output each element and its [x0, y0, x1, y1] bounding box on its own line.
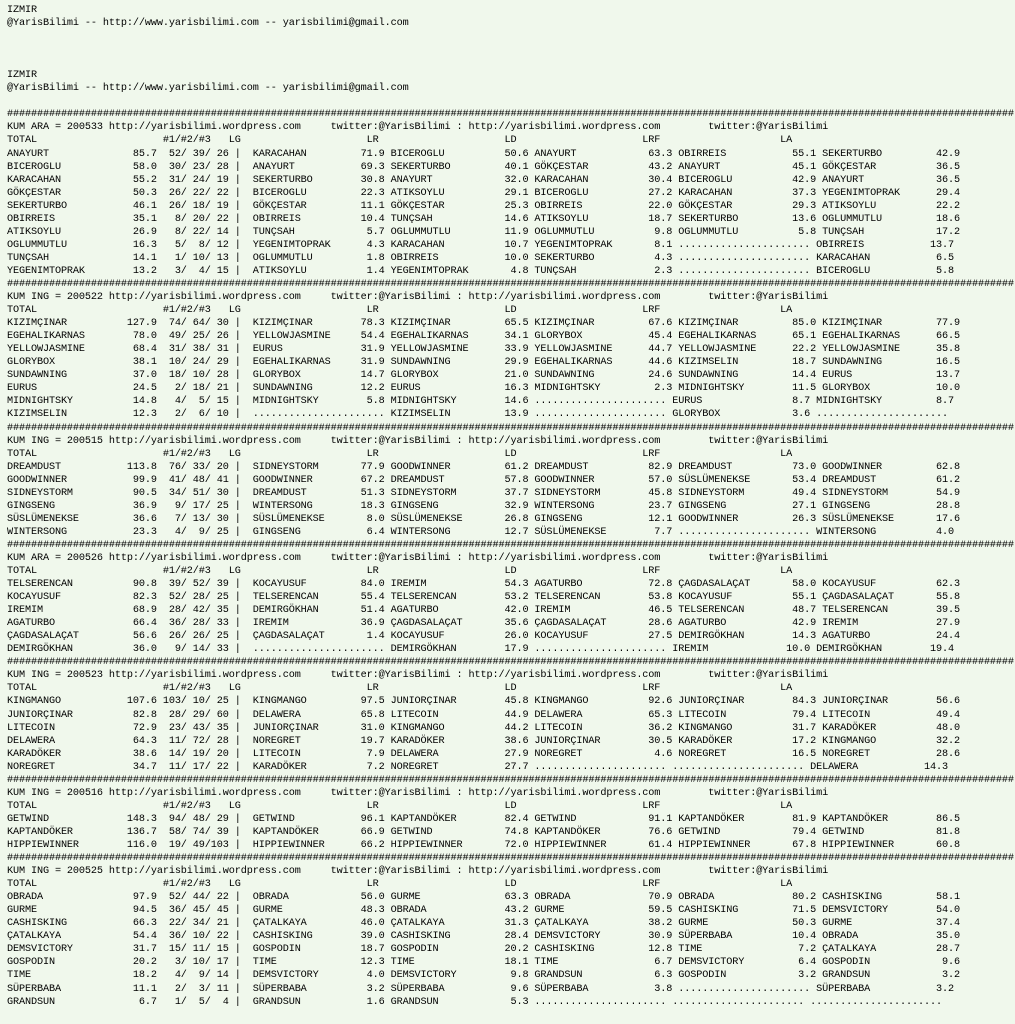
table-row: TUNÇSAH 14.1 1/ 10/ 13 | OGLUMMUTLU 1.8 OBIRREIS 10.0 SEKERTURBO 4.3 ...................... KARACAHAN 6.5 [7, 252, 954, 264]
table-row: GURME 94.5 36/ 45/ 45 | GURME 48.3 OBRADA 43.2 GURME 59.5 CASHISKING 71.5 DEMSVICTORY 54.0 [7, 905, 960, 917]
table-row: KIZIMSELIN 12.3 2/ 6/ 10 | ...................... KIZIMSELIN 13.9 ...................... GLORYBOX 3.6 ...................... [7, 409, 948, 421]
table-row: GINGSENG 36.9 9/ 17/ 25 | WINTERSONG 18.3 GINGSENG 32.9 WINTERSONG 23.7 GINGSENG 27.1 GINGSENG 28.8 [7, 500, 960, 512]
table-row: MIDNIGHTSKY 14.8 4/ 5/ 15 | MIDNIGHTSKY 5.8 MIDNIGHTSKY 14.6 ...................... EURUS 8.7 MIDNIGHTSKY 8.7 [7, 396, 954, 408]
table-row: ÇAGDASALAÇAT 56.6 26/ 26/ 25 | ÇAGDASALAÇAT 1.4 KOCAYUSUF 26.0 KOCAYUSUF 27.5 DEMIRGÖKHAN 14.3 AGATURBO 24.4 [7, 631, 960, 643]
table-row: DREAMDUST 113.8 76/ 33/ 20 | SIDNEYSTORM 77.9 GOODWINNER 61.2 DREAMDUST 82.9 DREAMDUST 73.0 GOODWINNER 62.8 [7, 461, 960, 473]
column-header-line: TOTAL #1/#2/#3 LG LR LD LRF LA [7, 683, 793, 695]
separator-line: ######################################################################################################################################################################## [7, 278, 1014, 290]
table-row: NOREGRET 34.7 11/ 17/ 22 | KARADÖKER 7.2 NOREGRET 27.7 ...................... ...................... DELAWERA 14.3 [7, 761, 948, 773]
table-row: GETWIND 148.3 94/ 48/ 29 | GETWIND 96.1 KAPTANDÖKER 82.4 GETWIND 91.1 KAPTANDÖKER 81.9 KAPTANDÖKER 86.5 [7, 813, 960, 825]
table-row: GLORYBOX 38.1 10/ 24/ 29 | EGEHALIKARNAS 31.9 SUNDAWNING 29.9 EGEHALIKARNAS 44.6 KIZIMSELIN 18.7 SUNDAWNING 16.5 [7, 357, 960, 369]
column-header-line: TOTAL #1/#2/#3 LG LR LD LRF LA [7, 879, 793, 891]
header-line: @YarisBilimi -- http://www.yarisbilimi.com -- yarisbilimi@gmail.com [7, 83, 409, 95]
table-row: EURUS 24.5 2/ 18/ 21 | SUNDAWNING 12.2 EURUS 16.3 MIDNIGHTSKY 2.3 MIDNIGHTSKY 11.5 GLORYBOX 10.0 [7, 383, 960, 395]
table-row: DEMIRGÖKHAN 36.0 9/ 14/ 33 | ...................... DEMIRGÖKHAN 17.9 ...................... IREMIM 10.0 DEMIRGÖKHAN 19.4 [7, 644, 954, 656]
table-row: BICEROGLU 58.0 30/ 23/ 28 | ANAYURT 69.3 SEKERTURBO 40.1 GÖKÇESTAR 43.2 ANAYURT 45.1 GÖKÇESTAR 36.5 [7, 161, 960, 173]
race-title-line: KUM ING = 200522 http://yarisbilimi.wordpress.com twitter:@YarisBilimi : http://yarisbilimi.wordpress.com twitter:@YarisBilimi [7, 292, 829, 304]
race-title-line: KUM ING = 200523 http://yarisbilimi.wordpress.com twitter:@YarisBilimi : http://yarisbilimi.wordpress.com twitter:@YarisBilimi [7, 670, 829, 682]
table-row: GRANDSUN 6.7 1/ 5/ 4 | GRANDSUN 1.6 GRANDSUN 5.3 ...................... ...................... ...................... [7, 996, 942, 1008]
header-line [7, 43, 1015, 56]
table-row: ATIKSOYLU 26.9 8/ 22/ 14 | TUNÇSAH 5.7 OGLUMMUTLU 11.9 OGLUMMUTLU 9.8 OGLUMMUTLU 5.8 TUNÇSAH 17.2 [7, 226, 960, 238]
separator-line: ######################################################################################################################################################################## [7, 422, 1014, 434]
table-row: AGATURBO 66.4 36/ 28/ 33 | IREMIM 36.9 ÇAGDASALAÇAT 35.6 ÇAGDASALAÇAT 28.6 AGATURBO 42.9 IREMIM 27.9 [7, 618, 960, 630]
column-header-line: TOTAL #1/#2/#3 LG LR LD LRF LA [7, 135, 793, 147]
table-row: TIME 18.2 4/ 9/ 14 | DEMSVICTORY 4.0 DEMSVICTORY 9.8 GRANDSUN 6.3 GOSPODIN 3.2 GRANDSUN 3.2 [7, 970, 960, 982]
column-header-line: TOTAL #1/#2/#3 LG LR LD LRF LA [7, 800, 793, 812]
table-row: DELAWERA 64.3 11/ 72/ 28 | NOREGRET 19.7 KARADÖKER 38.6 JUNIORÇINAR 30.5 KARADÖKER 17.2 KINGMANGO 32.2 [7, 735, 960, 747]
header-line [7, 95, 1015, 108]
column-header-line: TOTAL #1/#2/#3 LG LR LD LRF LA [7, 566, 793, 578]
table-row: JUNIORÇINAR 82.8 28/ 29/ 60 | DELAWERA 65.8 LITECOIN 44.9 DELAWERA 65.3 LITECOIN 79.4 LITECOIN 49.4 [7, 709, 960, 721]
table-row: LITECOIN 72.9 23/ 43/ 35 | JUNIORÇINAR 31.0 KINGMANGO 44.2 LITECOIN 36.2 KINGMANGO 31.7 KARADÖKER 48.0 [7, 722, 960, 734]
table-row: ÇATALKAYA 54.4 36/ 10/ 22 | CASHISKING 39.0 CASHISKING 28.4 DEMSVICTORY 30.9 SÜPERBABA 10.4 OBRADA 35.0 [7, 931, 960, 943]
table-row: GOODWINNER 99.9 41/ 48/ 41 | GOODWINNER 67.2 DREAMDUST 57.8 GOODWINNER 57.0 SÜSLÜMENEKSE 53.4 DREAMDUST 61.2 [7, 474, 960, 486]
column-header-line: TOTAL #1/#2/#3 LG LR LD LRF LA [7, 305, 793, 317]
table-row: SEKERTURBO 46.1 26/ 18/ 19 | GÖKÇESTAR 11.1 GÖKÇESTAR 25.3 OBIRREIS 22.0 GÖKÇESTAR 29.3 ATIKSOYLU 22.2 [7, 200, 960, 212]
table-row: EGEHALIKARNAS 78.0 49/ 25/ 26 | YELLOWJASMINE 54.4 EGEHALIKARNAS 34.1 GLORYBOX 45.4 EGEHALIKARNAS 65.1 EGEHALIKARNAS 66.5 [7, 331, 960, 343]
table-row: KIZIMÇINAR 127.9 74/ 64/ 30 | KIZIMÇINAR 78.3 KIZIMÇINAR 65.5 KIZIMÇINAR 67.6 KIZIMÇINAR 85.0 KIZIMÇINAR 77.9 [7, 318, 960, 330]
separator-line: ######################################################################################################################################################################## [7, 109, 1014, 121]
header-line: IZMIR [7, 5, 37, 16]
table-row: SIDNEYSTORM 90.5 34/ 51/ 30 | DREAMDUST 51.3 SIDNEYSTORM 37.7 SIDNEYSTORM 45.8 SIDNEYSTORM 49.4 SIDNEYSTORM 54.9 [7, 487, 960, 499]
separator-line: ######################################################################################################################################################################## [7, 853, 1014, 865]
table-row: KINGMANGO 107.6 103/ 10/ 25 | KINGMANGO 97.5 JUNIORÇINAR 45.8 KINGMANGO 92.6 JUNIORÇINAR 84.3 JUNIORÇINAR 56.6 [7, 696, 960, 708]
table-row: IREMIM 68.9 28/ 42/ 35 | DEMIRGÖKHAN 51.4 AGATURBO 42.0 IREMIM 46.5 TELSERENCAN 48.7 TELSERENCAN 39.5 [7, 605, 960, 617]
header-line: IZMIR [7, 70, 37, 82]
table-row: YEGENIMTOPRAK 13.2 3/ 4/ 15 | ATIKSOYLU 1.4 YEGENIMTOPRAK 4.8 TUNÇSAH 2.3 ...................... BICEROGLU 5.8 [7, 265, 954, 277]
table-row: SUNDAWNING 37.0 18/ 10/ 28 | GLORYBOX 14.7 GLORYBOX 21.0 SUNDAWNING 24.6 SUNDAWNING 14.4 EURUS 13.7 [7, 370, 960, 382]
table-row: CASHISKING 66.3 22/ 34/ 21 | ÇATALKAYA 46.0 ÇATALKAYA 31.3 ÇATALKAYA 38.2 GURME 50.3 GURME 37.4 [7, 918, 960, 930]
table-row: ANAYURT 85.7 52/ 39/ 26 | KARACAHAN 71.9 BICEROGLU 50.6 ANAYURT 63.3 OBIRREIS 55.1 SEKERTURBO 42.9 [7, 148, 960, 160]
header-line [7, 56, 1015, 69]
table-row: DEMSVICTORY 31.7 15/ 11/ 15 | GOSPODIN 18.7 GOSPODIN 20.2 CASHISKING 12.8 TIME 7.2 ÇATALKAYA 28.7 [7, 944, 960, 956]
table-row: OBRADA 97.9 52/ 44/ 22 | OBRADA 56.0 GURME 63.3 OBRADA 70.9 OBRADA 80.2 CASHISKING 58.1 [7, 892, 960, 904]
race-title-line: KUM ARA = 200526 http://yarisbilimi.wordpress.com twitter:@YarisBilimi : http://yarisbilimi.wordpress.com twitter:@YarisBilimi [7, 552, 829, 564]
table-row: KAPTANDÖKER 136.7 58/ 74/ 39 | KAPTANDÖKER 66.9 GETWIND 74.8 KAPTANDÖKER 76.6 GETWIND 79.4 GETWIND 81.8 [7, 826, 960, 838]
table-row: GÖKÇESTAR 50.3 26/ 22/ 22 | BICEROGLU 22.3 ATIKSOYLU 29.1 BICEROGLU 27.2 KARACAHAN 37.3 YEGENIMTOPRAK 29.4 [7, 187, 960, 199]
table-row: OBIRREIS 35.1 8/ 20/ 22 | OBIRREIS 10.4 TUNÇSAH 14.6 ATIKSOYLU 18.7 SEKERTURBO 13.6 OGLUMMUTLU 18.6 [7, 213, 960, 225]
table-row: KARADÖKER 38.6 14/ 19/ 20 | LITECOIN 7.9 DELAWERA 27.9 NOREGRET 4.6 NOREGRET 16.5 NOREGRET 28.6 [7, 748, 960, 760]
race-title-line: KUM ARA = 200533 http://yarisbilimi.wordpress.com twitter:@YarisBilimi : http://yarisbilimi.wordpress.com twitter:@YarisBilimi [7, 122, 829, 134]
separator-line: ######################################################################################################################################################################## [7, 539, 1014, 551]
race-title-line: KUM ING = 200516 http://yarisbilimi.wordpress.com twitter:@YarisBilimi : http://yarisbilimi.wordpress.com twitter:@YarisBilimi [7, 787, 829, 799]
separator-line: ######################################################################################################################################################################## [7, 774, 1014, 786]
table-row: HIPPIEWINNER 116.0 19/ 49/103 | HIPPIEWINNER 66.2 HIPPIEWINNER 72.0 HIPPIEWINNER 61.4 HIPPIEWINNER 67.8 HIPPIEWINNER 60.8 [7, 840, 960, 851]
table-row: WINTERSONG 23.3 4/ 9/ 25 | GINGSENG 6.4 WINTERSONG 12.7 SÜSLÜMENEKSE 7.7 ...................... WINTERSONG 4.0 [7, 526, 954, 538]
table-row: KOCAYUSUF 82.3 52/ 28/ 25 | TELSERENCAN 55.4 TELSERENCAN 53.2 TELSERENCAN 53.8 KOCAYUSUF 55.1 ÇAGDASALAÇAT 55.8 [7, 592, 960, 604]
column-header-line: TOTAL #1/#2/#3 LG LR LD LRF LA [7, 448, 793, 460]
separator-line: ######################################################################################################################################################################## [7, 657, 1014, 669]
table-row: OGLUMMUTLU 16.3 5/ 8/ 12 | YEGENIMTOPRAK 4.3 KARACAHAN 10.7 YEGENIMTOPRAK 8.1 ...................... OBIRREIS 13.7 [7, 239, 954, 251]
table-row: SÜSLÜMENEKSE 36.6 7/ 13/ 30 | SÜSLÜMENEKSE 8.0 SÜSLÜMENEKSE 26.8 GINGSENG 12.1 GOODWINNER 26.3 SÜSLÜMENEKSE 17.6 [7, 513, 960, 525]
header-line: @YarisBilimi -- http://www.yarisbilimi.com -- yarisbilimi@gmail.com [7, 18, 409, 30]
race-title-line: KUM ING = 200515 http://yarisbilimi.wordpress.com twitter:@YarisBilimi : http://yarisbilimi.wordpress.com twitter:@YarisBilimi [7, 435, 829, 447]
table-row: TELSERENCAN 90.8 39/ 52/ 39 | KOCAYUSUF 84.0 IREMIM 54.3 AGATURBO 72.8 ÇAGDASALAÇAT 58.0 KOCAYUSUF 62.3 [7, 579, 960, 591]
table-row: GOSPODIN 20.2 3/ 10/ 17 | TIME 12.3 TIME 18.1 TIME 6.7 DEMSVICTORY 6.4 GOSPODIN 9.6 [7, 957, 960, 969]
race-title-line: KUM ING = 200525 http://yarisbilimi.wordpress.com twitter:@YarisBilimi : http://yarisbilimi.wordpress.com twitter:@YarisBilimi [7, 866, 829, 878]
table-row: SÜPERBABA 11.1 2/ 3/ 11 | SÜPERBABA 3.2 SÜPERBABA 9.6 SÜPERBABA 3.8 ...................... SÜPERBABA 3.2 [7, 983, 954, 995]
header-line [7, 30, 1015, 43]
table-row: KARACAHAN 55.2 31/ 24/ 19 | SEKERTURBO 30.8 ANAYURT 32.0 KARACAHAN 30.4 BICEROGLU 42.9 ANAYURT 36.5 [7, 174, 960, 186]
table-row: YELLOWJASMINE 68.4 31/ 38/ 31 | EURUS 31.9 YELLOWJASMINE 33.9 YELLOWJASMINE 44.7 YELLOWJASMINE 22.2 YELLOWJASMINE 35.8 [7, 344, 960, 356]
